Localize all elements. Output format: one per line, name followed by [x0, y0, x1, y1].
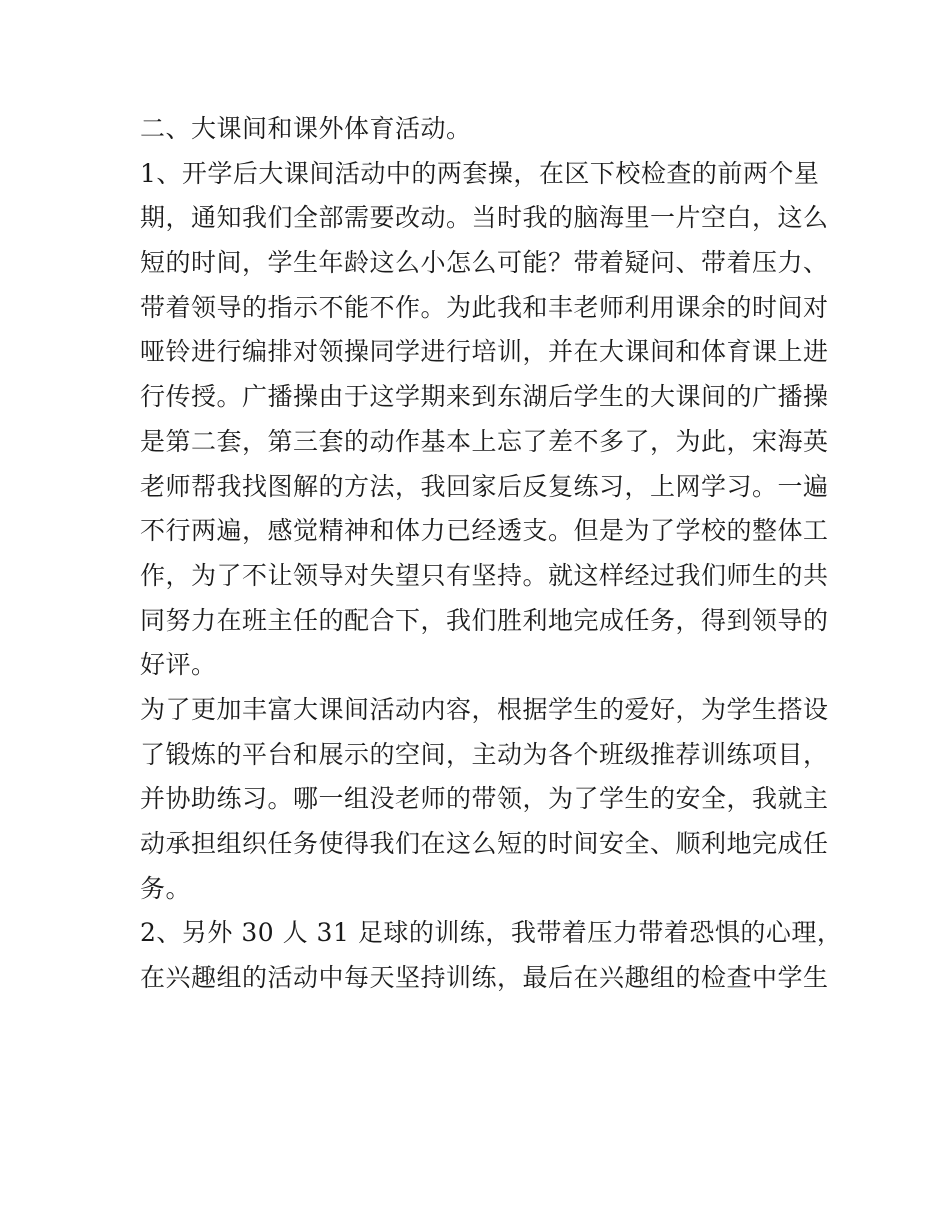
text-line: 并协助练习。哪一组没老师的带领，为了学生的安全，我就主: [140, 784, 829, 814]
text-line: 动承担组织任务使得我们在这么短的时间安全、顺利地完成任: [140, 829, 829, 858]
text-line: 是第二套，第三套的动作基本上忘了差不多了，为此，宋海英: [140, 426, 829, 456]
text-line: 好评。: [140, 650, 217, 680]
text-line: 了锻炼的平台和展示的空间，主动为各个班级推荐训练项目，: [140, 739, 829, 769]
text-line: 在兴趣组的活动中每天坚持训练，最后在兴趣组的检查中学生: [140, 963, 829, 993]
text-line: 带着领导的指示不能不作。为此我和丰老师利用课余的时间对: [140, 292, 829, 322]
text-line: 务。: [140, 873, 192, 903]
text-line: 作，为了不让领导对失望只有坚持。就这样经过我们师生的共: [140, 560, 829, 590]
text-line: 不行两遍，感觉精神和体力已经透支。但是为了学校的整体工: [140, 516, 829, 546]
text-line: 短的时间，学生年龄这么小怎么可能？带着疑问、带着压力、: [140, 248, 829, 278]
text-line: 行传授。广播操由于这学期来到东湖后学生的大课间的广播操: [140, 382, 829, 412]
text-line: 老师帮我找图解的方法，我回家后反复练习，上网学习。一遍: [140, 471, 829, 501]
text-line: 为了更加丰富大课间活动内容，根据学生的爱好，为学生搭设: [140, 694, 829, 724]
text-line: 1、开学后大课间活动中的两套操，在区下校检查的前两个星: [140, 158, 820, 188]
text-line: 同努力在班主任的配合下，我们胜利地完成任务，得到领导的: [140, 605, 829, 635]
text-line: 2、另外 30 人 31 足球的训练，我带着压力带着恐惧的心理，: [140, 918, 843, 948]
document-body: [140, 107, 843, 1001]
text-line: 哑铃进行编排对领操同学进行培训，并在大课间和体育课上进: [140, 337, 829, 367]
section-heading: 二、大课间和课外体育活动。: [140, 114, 472, 143]
text-line: 期，通知我们全部需要改动。当时我的脑海里一片空白，这么: [140, 203, 829, 233]
